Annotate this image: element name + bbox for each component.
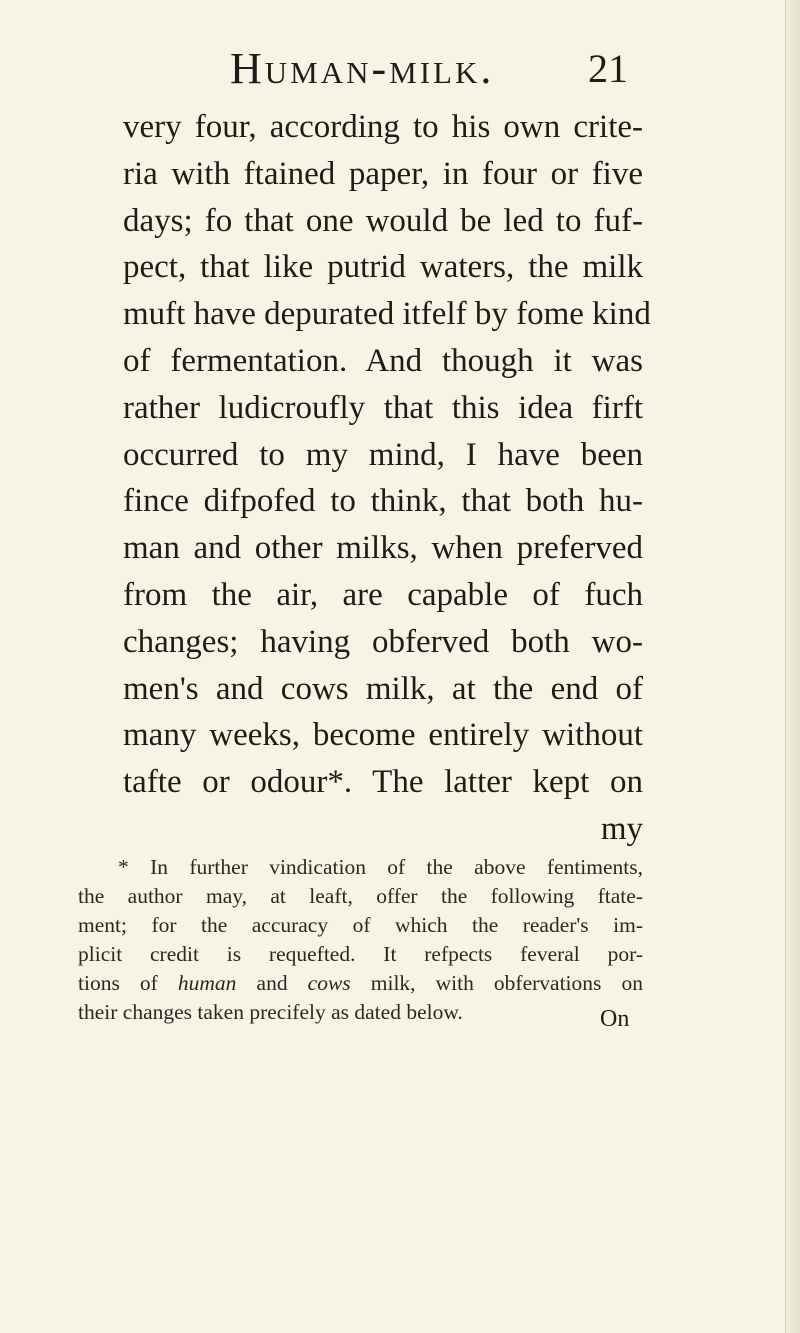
body-line: many weeks, become entirely without <box>123 717 643 754</box>
body-line: ria with ftained paper, in four or five <box>123 155 643 192</box>
body-line: man and other milks, when preferved <box>123 530 643 567</box>
page-number: 21 <box>588 46 628 91</box>
body-line: pect, that like putrid waters, the milk <box>123 249 643 286</box>
footnote-text: and <box>236 971 308 995</box>
footnote-line <box>78 969 643 998</box>
footnote-line: plicit credit is requefted. It refpects feveral por- <box>78 942 643 966</box>
footnote-line: ment; for the accuracy of which the reader's im- <box>78 913 643 937</box>
footnote-italic-human: human <box>177 971 237 995</box>
footnote-text: milk, with obfervations on <box>350 971 643 995</box>
body-line: changes; having obferved both wo- <box>123 623 643 660</box>
footnote <box>78 853 643 1027</box>
page-header <box>0 44 800 94</box>
body-line: tafte or odour*. The latter kept on <box>123 764 643 801</box>
body-line: days; fo that one would be led to fuf- <box>123 202 643 239</box>
body-line: of fermentation. And though it was <box>123 342 643 379</box>
catchword: On <box>600 1006 630 1032</box>
body-line: men's and cows milk, at the end of <box>123 670 643 707</box>
footnote-line: the author may, at leaft, offer the following ftate- <box>78 884 643 908</box>
page-edge <box>785 0 800 1333</box>
body-line: fince difpofed to think, that both hu- <box>123 483 643 520</box>
footnote-line: their changes taken precifely as dated below. <box>78 1000 463 1024</box>
body-line: muft have depurated itfelf by fome kind <box>123 296 651 333</box>
footnote-text: tions of <box>78 971 178 995</box>
body-text <box>123 104 651 853</box>
body-line: very four, according to his own crite- <box>123 109 643 145</box>
body-line: from the air, are capable of fuch <box>123 576 643 613</box>
body-line-catch: my <box>600 810 643 847</box>
footnote-italic-cows: cows <box>307 971 351 995</box>
body-line: rather ludicroufly that this idea firft <box>123 389 643 426</box>
running-head: Human-milk. <box>230 44 495 93</box>
body-line: occurred to my mind, I have been <box>123 436 643 473</box>
footnote-line: * In further vindication of the above fentiments, <box>118 855 643 879</box>
